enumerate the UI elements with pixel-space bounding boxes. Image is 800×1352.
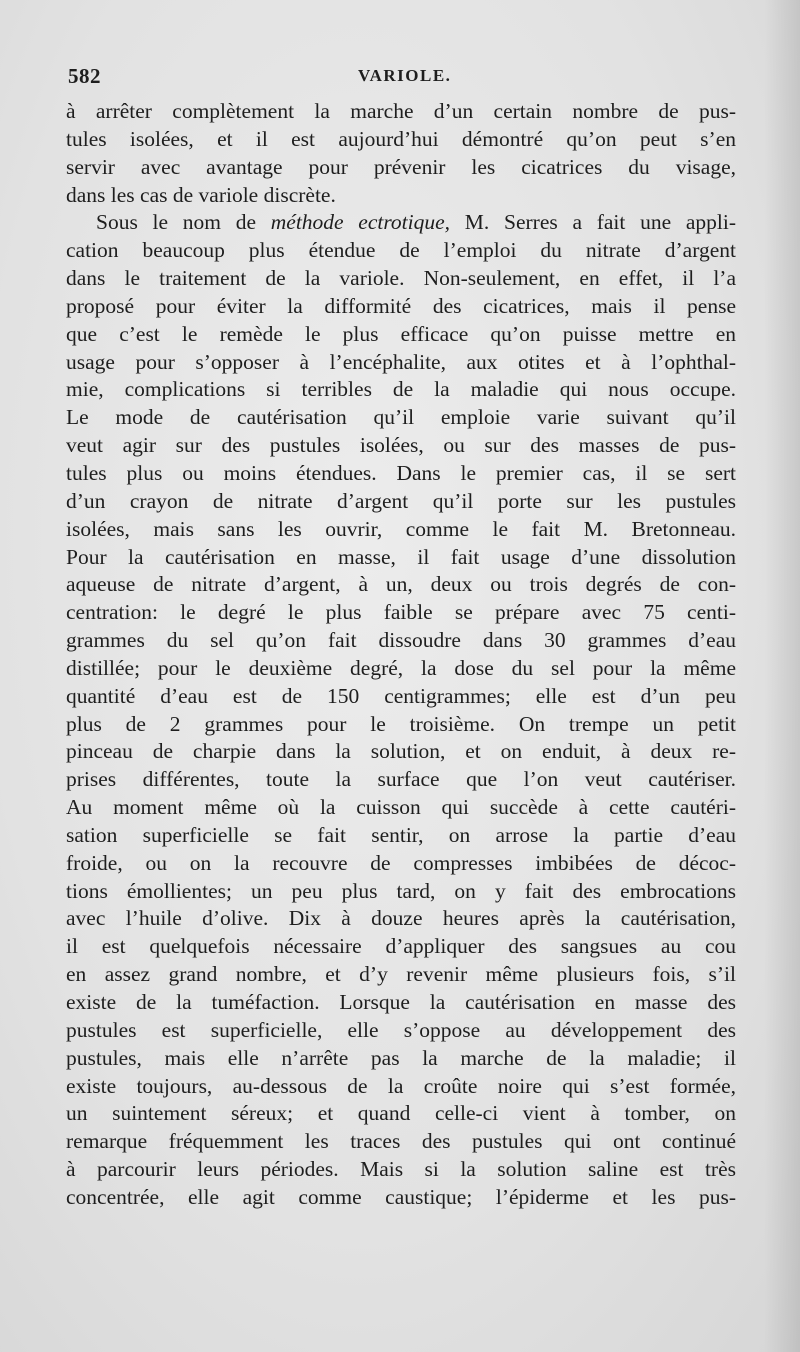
text-line: tules plus ou moins étendues. Dans le premier cas, il se sert <box>66 460 736 485</box>
text-line: avec l’huile d’olive. Dix à douze heures après la cautérisation, <box>66 906 736 931</box>
text-line: pustules est superficielle, elle s’oppose au développement des <box>66 1017 736 1042</box>
text-line: isolées, mais sans les ouvrir, comme le fait M. Bretonneau. <box>66 516 736 541</box>
text-line: remarque fréquemment les traces des pustules qui ont continué <box>66 1129 736 1154</box>
text-line: concentrée, elle agit comme caustique; l’épiderme et les pus- <box>66 1184 736 1209</box>
page-number: 582 <box>68 64 101 88</box>
text-line: d’un crayon de nitrate d’argent qu’il porte sur les pustules <box>66 488 736 513</box>
method-name-italic: méthode ectrotique, <box>270 210 451 235</box>
page-edge-shadow <box>764 0 800 1352</box>
text-line: tions émollientes; un peu plus tard, on y fait des embrocations <box>66 878 736 903</box>
text-line: sation superficielle se fait sentir, on arrose la partie d’eau <box>66 822 736 847</box>
text-line: Au moment même où la cuisson qui succède à cette cautéri- <box>66 795 736 820</box>
page-header <box>68 64 738 94</box>
text-line: plus de 2 grammes pour le troisième. On trempe un petit <box>66 711 736 736</box>
text-line: pustules, mais elle n’arrête pas la marche de la maladie; il <box>66 1045 736 1070</box>
text-line: distillée; pour le deuxième degré, la dose du sel pour la même <box>66 655 736 680</box>
body-text <box>66 98 736 1212</box>
text-line: Pour la cautérisation en masse, il fait usage d’une dissolution <box>66 544 736 569</box>
text-line: il est quelquefois nécessaire d’appliquer des sangsues au cou <box>66 934 736 959</box>
text-line: à arrêter complètement la marche d’un certain nombre de pus- <box>66 99 736 123</box>
text-line: servir avec avantage pour prévenir les cicatrices du visage, <box>66 154 736 179</box>
text-line: prises différentes, toute la surface que l’on veut cautériser. <box>66 767 736 792</box>
text-line: pinceau de charpie dans la solution, et on enduit, à deux re- <box>66 739 736 764</box>
text-line: dans les cas de variole discrète. <box>66 182 336 207</box>
text-line: aqueuse de nitrate d’argent, à un, deux ou trois degrés de con- <box>66 572 736 597</box>
text-line: veut agir sur des pustules isolées, ou sur des masses de pus- <box>66 433 736 458</box>
running-title: VARIOLE. <box>358 66 452 85</box>
text-line: tules isolées, et il est aujourd’hui démontré qu’on peut s’en <box>66 126 736 151</box>
text-line: à parcourir leurs périodes. Mais si la solution saline est très <box>66 1157 736 1182</box>
text-line: dans le traitement de la variole. Non-seulement, en effet, il l’a <box>66 266 736 291</box>
text-line: cation beaucoup plus étendue de l’emploi du nitrate d’argent <box>66 238 736 263</box>
text-line: grammes du sel qu’on fait dissoudre dans 30 grammes d’eau <box>66 628 736 653</box>
text-line: en assez grand nombre, et d’y revenir même plusieurs fois, s’il <box>66 962 736 987</box>
text-line: usage pour s’opposer à l’encéphalite, aux otites et à l’ophthal- <box>66 349 736 374</box>
text-line: que c’est le remède le plus efficace qu’on puisse mettre en <box>66 321 736 346</box>
text-segment: Sous le nom de <box>96 210 271 235</box>
text-line <box>66 209 736 237</box>
text-line: froide, ou on la recouvre de compresses imbibées de décoc- <box>66 850 736 875</box>
text-line: mie, complications si terribles de la maladie qui nous occupe. <box>66 377 736 402</box>
text-line: existe toujours, au-dessous de la croûte noire qui s’est formée, <box>66 1073 736 1098</box>
text-segment: M. Serres a fait une appli- <box>450 210 736 235</box>
text-line: quantité d’eau est de 150 centigrammes; elle est d’un peu <box>66 683 736 708</box>
text-line: Le mode de cautérisation qu’il emploie varie suivant qu’il <box>66 405 736 430</box>
text-line: existe de la tuméfaction. Lorsque la cautérisation en masse des <box>66 990 736 1014</box>
text-line: un suintement séreux; et quand celle-ci vient à tomber, on <box>66 1101 736 1126</box>
text-line: proposé pour éviter la difformité des cicatrices, mais il pense <box>66 293 736 318</box>
text-line: centration: le degré le plus faible se prépare avec 75 centi- <box>66 600 736 625</box>
